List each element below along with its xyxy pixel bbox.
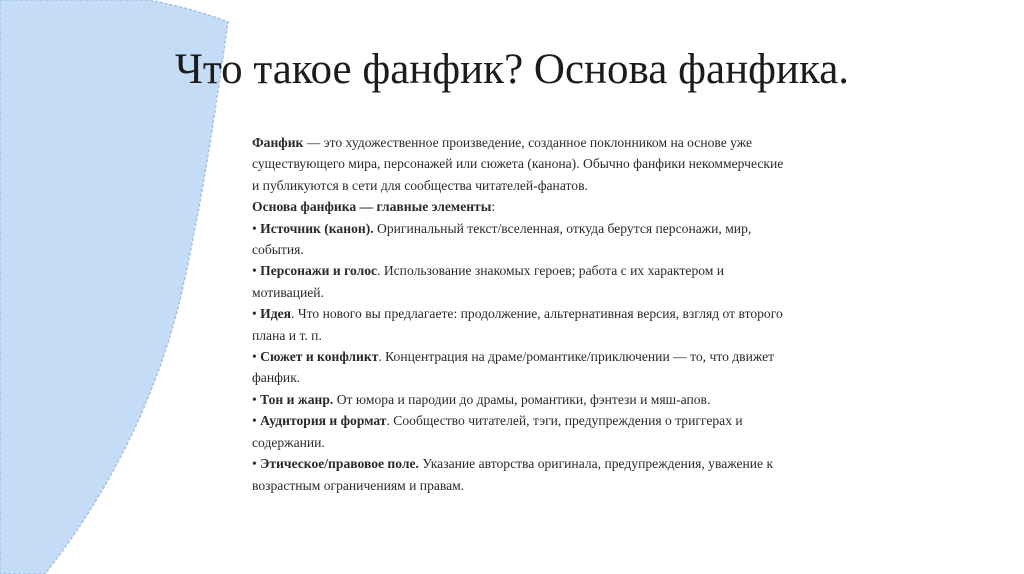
list-item-term: Этическое/правовое поле.	[260, 456, 419, 472]
list-item-text: . Сообщество читателей, тэги, предупреждения о триггерах и содержании.	[252, 413, 743, 450]
bullet-mark: •	[252, 220, 261, 236]
section-heading: Основа фанфика — главные элементы	[252, 199, 492, 215]
bullet-mark: •	[252, 456, 261, 472]
list-item-term: Сюжет и конфликт	[260, 349, 379, 365]
list-item	[252, 410, 792, 453]
bullet-mark: •	[252, 263, 261, 279]
list-item-text: Указание авторства оригинала, предупреждения, уважение к возрастным ограничениям и правам.	[252, 456, 774, 493]
list-item	[252, 218, 792, 261]
list-item-term: Тон и жанр.	[260, 391, 334, 407]
list-item-text: Оригинальный текст/вселенная, откуда берутся персонажи, мир, события.	[252, 220, 752, 258]
bullet-mark: •	[252, 391, 261, 407]
intro-paragraph	[252, 132, 792, 196]
list-item	[252, 346, 792, 389]
slide-title: Что такое фанфик? Основа фанфика.	[174, 46, 850, 93]
list-item	[252, 303, 792, 346]
intro-term: Фанфик	[252, 135, 304, 150]
list-item	[252, 453, 792, 496]
slide-body	[252, 132, 792, 496]
bullet-mark: •	[252, 413, 261, 429]
intro-text: — это художественное произведение, созданное поклонником на основе уже существующего мира, персонажей или сюжета (канона). Обычно фанфики некоммерческие и публикуются в сети для сообщества читателей-фанатов.	[252, 135, 784, 193]
list-item	[252, 389, 792, 410]
bullet-mark: •	[252, 349, 261, 365]
section-colon: :	[491, 199, 496, 215]
list-item-text: . Концентрация на драме/романтике/приключении — то, что движет фанфик.	[252, 349, 775, 386]
element-list	[252, 218, 792, 496]
list-item-term: Персонажи и голос	[260, 263, 378, 279]
list-item-term: Идея	[260, 306, 292, 322]
list-item-text: От юмора и пародии до драмы, романтики, фэнтези и мяш-апов.	[333, 391, 711, 407]
section-heading-line	[252, 196, 792, 217]
list-item-term: Источник (канон).	[260, 220, 374, 236]
list-item-term: Аудитория и формат	[260, 413, 387, 429]
list-item	[252, 260, 792, 303]
list-item-text: . Использование знакомых героев; работа с их характером и мотивацией.	[252, 263, 725, 300]
bullet-mark: •	[252, 306, 261, 322]
list-item-text: . Что нового вы предлагаете: продолжение, альтернативная версия, взгляд от второго плана и т. п.	[252, 306, 783, 343]
